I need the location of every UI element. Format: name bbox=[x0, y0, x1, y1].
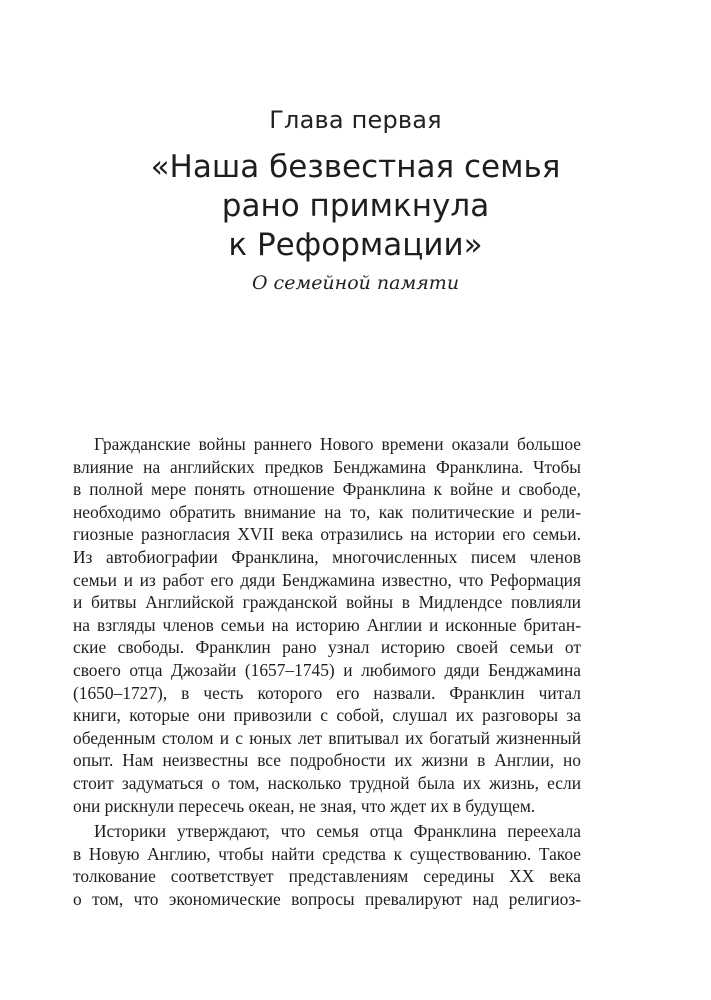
text-line: на взгляды членов семьи на историю Англии и исконные британ- bbox=[73, 614, 581, 635]
chapter-title bbox=[60, 148, 651, 265]
paragraph bbox=[73, 820, 581, 910]
body-text bbox=[73, 433, 581, 910]
text-line: Гражданские войны раннего Нового времени оказали большое bbox=[94, 434, 581, 454]
text-line: о том, что экономические вопросы превалируют над религиоз- bbox=[73, 888, 581, 909]
text-line: и битвы Английской гражданской войны в Мидлендсе повлияли bbox=[73, 592, 581, 613]
text-line: они рискнули пересечь океан, не зная, что ждет их в будущем. bbox=[73, 795, 536, 816]
text-line: семьи и из работ его дяди Бенджамина известно, что Реформация bbox=[73, 569, 581, 590]
chapter-subtitle: О семейной памяти bbox=[251, 272, 460, 294]
text-line: (1650–1727), в честь которого его назвали. Франклин читал bbox=[73, 682, 581, 703]
text-line: стоит задуматься о том, насколько трудной была их жизнь, если bbox=[73, 772, 581, 793]
text-line: гиозные разногласия XVII века отразились на истории его семьи. bbox=[73, 524, 581, 545]
text-line: в полной мере понять отношение Франклина к войне и свободе, bbox=[73, 479, 581, 500]
text-line: ские свободы. Франклин рано узнал историю своей семьи от bbox=[73, 637, 581, 658]
chapter-title-line: к Реформации» bbox=[228, 227, 483, 263]
chapter-title-line: рано примкнула bbox=[221, 188, 490, 224]
text-line: обеденным столом и с юных лет впитывал их богатый жизненный bbox=[73, 727, 581, 748]
text-line: в Новую Англию, чтобы найти средства к существованию. Такое bbox=[73, 843, 581, 864]
text-line: влияние на английских предков Бенджамина Франклина. Чтобы bbox=[73, 456, 581, 477]
text-line: своего отца Джозайи (1657–1745) и любимого дяди Бенджамина bbox=[73, 659, 581, 680]
text-line: необходимо обратить внимание на то, как политические и рели- bbox=[73, 501, 581, 522]
chapter-label: Глава первая bbox=[269, 106, 442, 134]
text-line: Историки утверждают, что семья отца Франклина переехала bbox=[94, 821, 581, 842]
paragraph bbox=[73, 433, 581, 817]
text-line: книги, которые они привозили с собой, слушал их разговоры за bbox=[73, 705, 581, 726]
text-line: Из автобиографии Франклина, многочисленных писем членов bbox=[73, 546, 581, 567]
text-line: опыт. Нам неизвестны все подробности их жизни в Англии, но bbox=[73, 750, 581, 771]
text-line: толкование соответствует представлениям середины XX века bbox=[73, 866, 581, 887]
chapter-title-line: «Наша безвестная семья bbox=[150, 149, 561, 185]
